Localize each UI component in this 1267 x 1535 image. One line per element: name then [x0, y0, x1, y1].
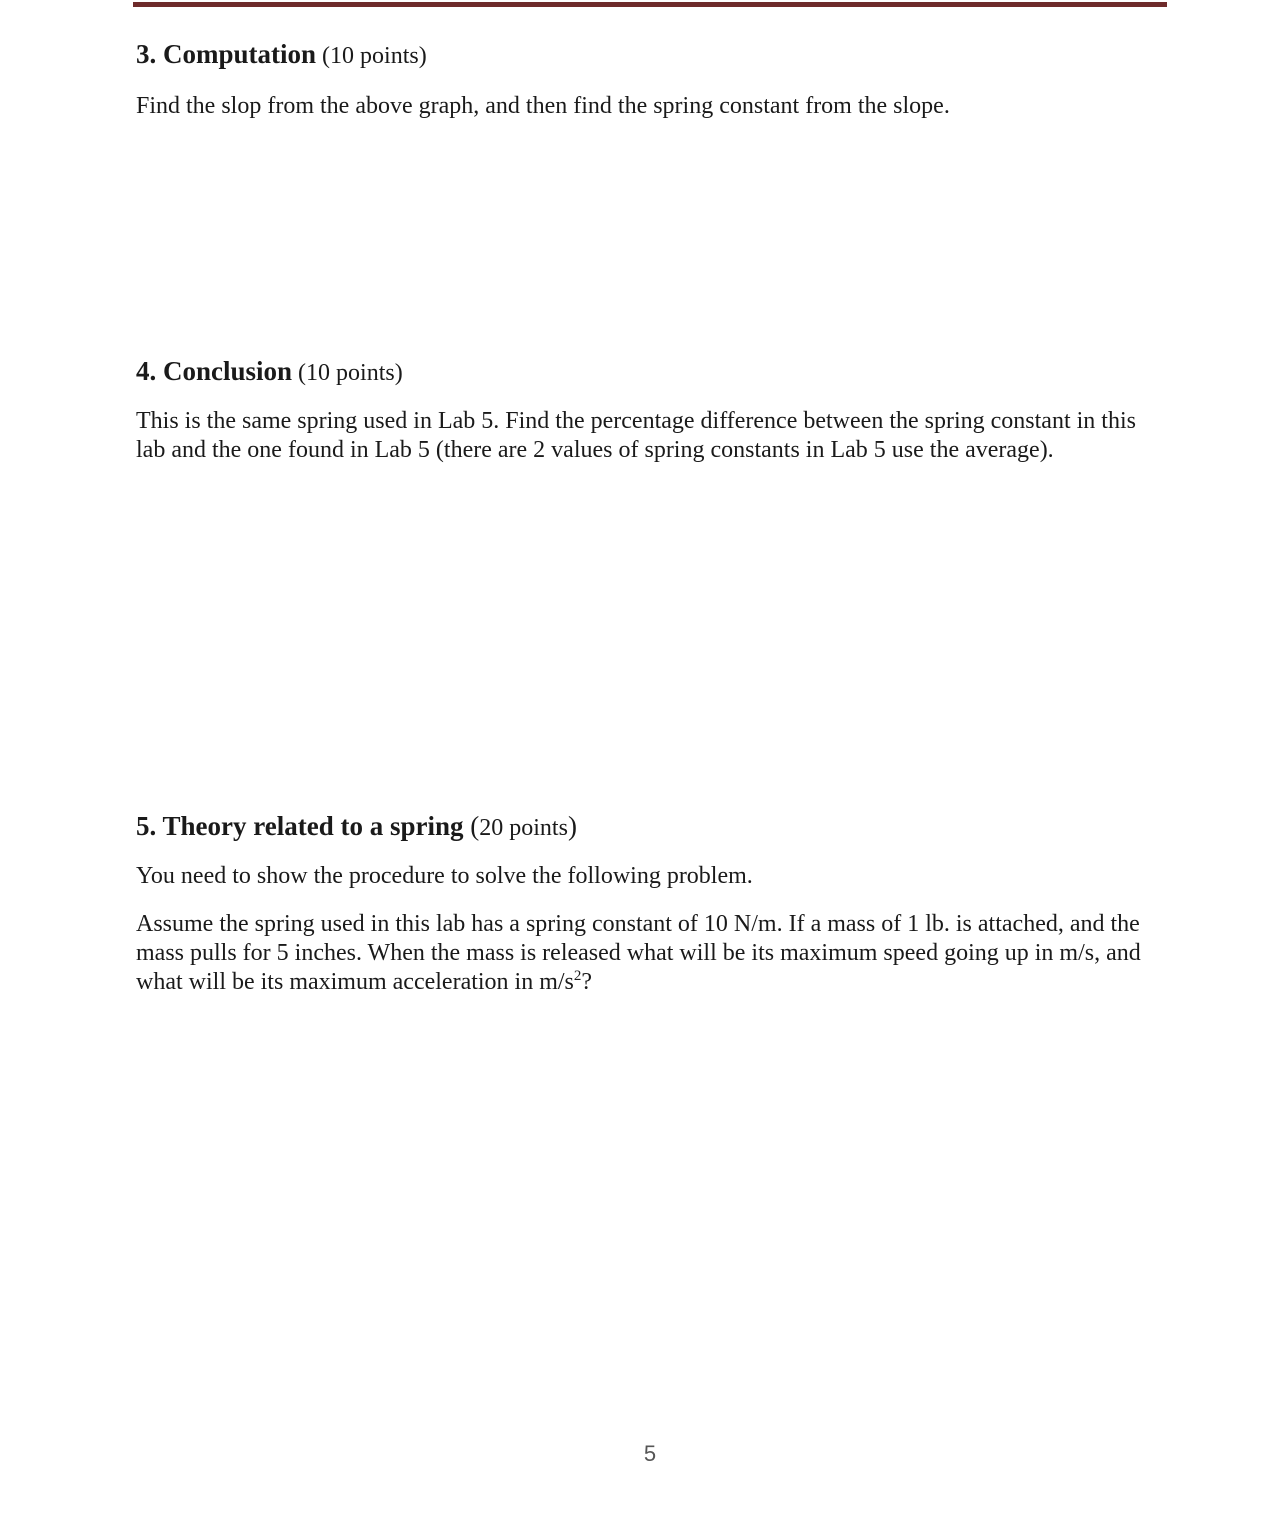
- section-title: 5. Theory related to a spring: [136, 811, 464, 841]
- problem-statement: [136, 910, 1161, 997]
- section-instructions: You need to show the procedure to solve the following problem.: [136, 863, 753, 889]
- section-theory: [136, 810, 1161, 997]
- exponent-superscript: 2: [573, 968, 582, 984]
- section-title: 4. Conclusion: [136, 356, 293, 386]
- section-heading-theory: [136, 810, 1161, 844]
- section-heading-conclusion: [136, 355, 1161, 389]
- section-computation: [136, 38, 1161, 121]
- points-close-paren: ): [567, 811, 577, 841]
- page-number: 5: [643, 1441, 657, 1466]
- section-instructions: This is the same spring used in Lab 5. Find the percentage difference between the spring constant in this lab and the one found in Lab 5 (there are 2 values of spring constants in Lab 5 use the average).: [136, 408, 1136, 463]
- top-divider-rule: [133, 2, 1167, 7]
- section-conclusion: [136, 355, 1161, 465]
- problem-question-mark: ?: [581, 969, 593, 995]
- section-points: 20 points: [479, 815, 568, 841]
- section-points: (10 points): [292, 360, 403, 386]
- points-open-paren: (: [463, 811, 480, 841]
- section-title: 3. Computation: [136, 39, 317, 69]
- section-heading-computation: [136, 38, 1161, 72]
- problem-text: Assume the spring used in this lab has a spring constant of 10 N/m. If a mass of 1 lb. is attached, and the mass pulls for 5 inches. When the mass is released what will be its maximum speed going up in m/s, and what will be its maximum acceleration in m/s: [136, 911, 1141, 995]
- section-points: (10 points): [316, 43, 427, 69]
- section-instructions: Find the slop from the above graph, and then find the spring constant from the slope.: [136, 93, 950, 119]
